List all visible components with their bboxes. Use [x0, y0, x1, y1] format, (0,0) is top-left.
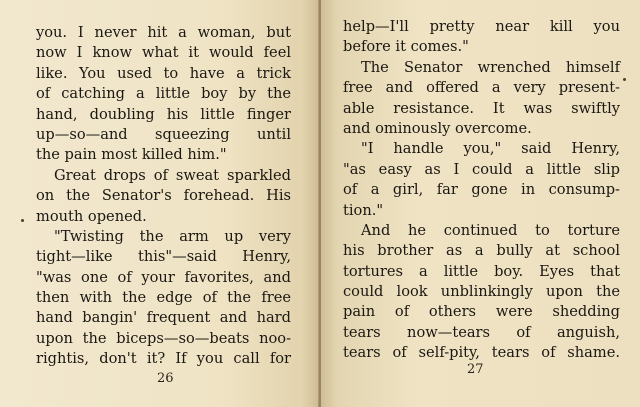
text-line: tears of self-pity, tears of shame. [343, 344, 620, 362]
text-line: Great drops of sweat sparkled [54, 166, 291, 184]
text-line: upon the biceps—so—beats noo- [36, 329, 291, 347]
text-line: rightis, don't it? If you call for [36, 350, 291, 368]
text-line: mouth opened. [36, 207, 147, 225]
text-line: tion." [343, 201, 384, 219]
text-line: free and offered a very present- [343, 79, 620, 97]
text-line: hand, doubling his little finger [36, 105, 291, 123]
page-number: 27 [467, 362, 484, 377]
text-line: able resistance. It was swiftly [343, 99, 620, 117]
page-number: 26 [157, 371, 174, 386]
text-line: the pain most killed him." [36, 146, 227, 164]
text-line: And he continued to torture [361, 221, 620, 239]
text-line: The Senator wrenched himself [361, 58, 620, 76]
text-line: you. I never hit a woman, but [36, 24, 291, 41]
text-line: of catching a little boy by the [36, 85, 291, 103]
text-line: then with the edge of the free [36, 289, 291, 307]
text-line: "I handle you," said Henry, [361, 140, 620, 158]
text-line: like. You used to have a trick [36, 64, 291, 82]
text-line: "was one of your favorites, and [36, 268, 291, 286]
text-line: pain of others were shedding [343, 303, 620, 321]
text-line: tight—like this"—said Henry, [36, 248, 291, 266]
text-line: before it comes." [343, 38, 469, 56]
paper-speck [21, 219, 24, 222]
text-line: and ominously overcome. [343, 119, 532, 137]
right-page [321, 0, 640, 407]
text-line: of a girl, far gone in consump- [343, 181, 620, 199]
text-line: tortures a little boy. Eyes that [343, 262, 620, 280]
left-page-text [36, 23, 291, 370]
text-line: his brother as a bully at school [343, 242, 620, 260]
paper-speck [623, 78, 626, 81]
right-page-text [343, 17, 620, 364]
text-line: on the Senator's forehead. His [36, 187, 291, 205]
text-line: could look unblinkingly upon the [343, 283, 620, 301]
text-line: now I know what it would feel [36, 44, 291, 62]
text-line: hand bangin' frequent and hard [36, 309, 291, 327]
text-line: up—so—and squeezing until [36, 125, 291, 143]
text-line: tears now—tears of anguish, [343, 323, 620, 341]
text-line: help—I'll pretty near kill you [343, 18, 620, 35]
text-line: "as easy as I could a little slip [343, 160, 620, 178]
text-line: "Twisting the arm up very [54, 227, 291, 245]
left-page [0, 0, 319, 407]
